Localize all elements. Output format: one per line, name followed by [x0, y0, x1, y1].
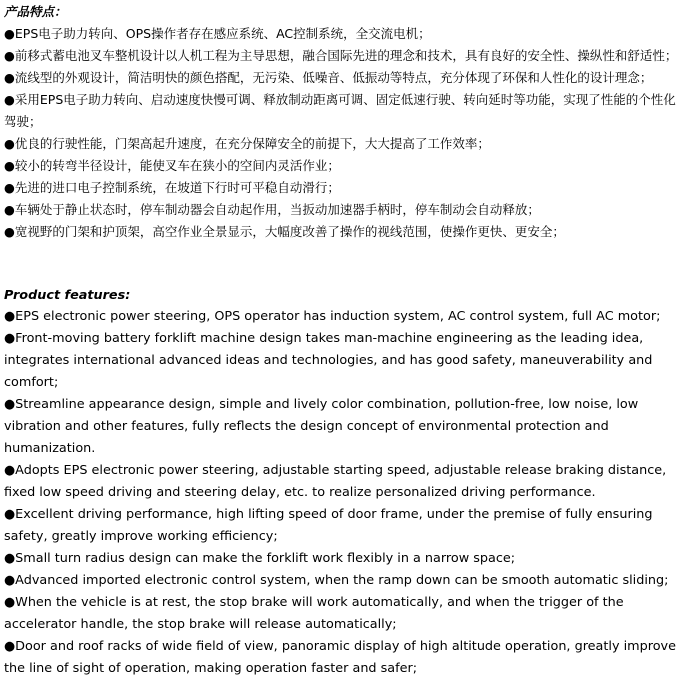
- english-feature-item: ●Streamline appearance design, simple and lively color combination, pollution-free, low noise, low vibration and other features, fully reflects the design concept of environmental protection and humanization.: [4, 397, 639, 456]
- english-features-list: [4, 306, 685, 680]
- chinese-feature-item: ●采用EPS电子助力转向、启动速度快慢可调、释放制动距离可调、固定低速行驶、转向延时等功能，实现了性能的个性化驾驶；: [4, 92, 676, 129]
- chinese-features-section: [4, 3, 685, 243]
- chinese-feature-item: ●流线型的外观设计，简洁明快的颜色搭配，无污染、低噪音、低振动等特点，充分体现了环保和人性化的设计理念；: [4, 70, 653, 85]
- chinese-feature-item: ●车辆处于静止状态时，停车制动器会自动起作用，当扳动加速器手柄时，停车制动会自动释放；: [4, 202, 540, 217]
- chinese-features-list: [4, 23, 685, 243]
- english-feature-item: ●Door and roof racks of wide field of view, panoramic display of high altitude operation, greatly improve the line of sight of operation, making operation faster and safer;: [4, 639, 676, 676]
- english-features-section: [4, 286, 685, 680]
- chinese-feature-item: ●较小的转弯半径设计，能使叉车在狭小的空间内灵活作业；: [4, 158, 340, 173]
- english-feature-item: ●When the vehicle is at rest, the stop brake will work automatically, and when the trigger of the accelerator handle, the stop brake will release automatically;: [4, 595, 624, 632]
- chinese-feature-item: ●先进的进口电子控制系统，在坡道下行时可平稳自动滑行；: [4, 180, 340, 195]
- english-feature-item: ●Adopts EPS electronic power steering, adjustable starting speed, adjustable release braking distance, fixed low speed driving and steering delay, etc. to realize personalized driving performance.: [4, 463, 667, 500]
- chinese-features-heading: 产品特点：: [4, 4, 67, 19]
- english-feature-item: ●Excellent driving performance, high lifting speed of door frame, under the premise of fully ensuring safety, greatly improve working efficiency;: [4, 507, 653, 544]
- chinese-feature-item: ●优良的行驶性能，门架高起升速度，在充分保障安全的前提下，大大提高了工作效率；: [4, 136, 490, 151]
- chinese-feature-item: ●前移式蓄电池叉车整机设计以人机工程为主导思想，融合国际先进的理念和技术，具有良好的安全性、操纵性和舒适性；: [4, 48, 678, 63]
- chinese-feature-item: ●宽视野的门架和护顶架，高空作业全景显示，大幅度改善了操作的视线范围，使操作更快、更安全；: [4, 224, 565, 239]
- english-feature-item: ●Small turn radius design can make the forklift work flexibly in a narrow space;: [4, 551, 516, 566]
- english-feature-item: ●EPS electronic power steering, OPS operator has induction system, AC control system, full AC motor;: [4, 309, 661, 324]
- english-features-heading: Product features:: [4, 288, 131, 303]
- chinese-feature-item: ●EPS电子助力转向、OPS操作者存在感应系统、AC控制系统，全交流电机；: [4, 26, 431, 41]
- english-feature-item: ●Advanced imported electronic control system, when the ramp down can be smooth automatic sliding;: [4, 573, 669, 588]
- english-feature-item: ●Front-moving battery forklift machine design takes man-machine engineering as the leading idea, integrates international advanced ideas and technologies, and has good safety, maneuverability and comfort;: [4, 331, 653, 390]
